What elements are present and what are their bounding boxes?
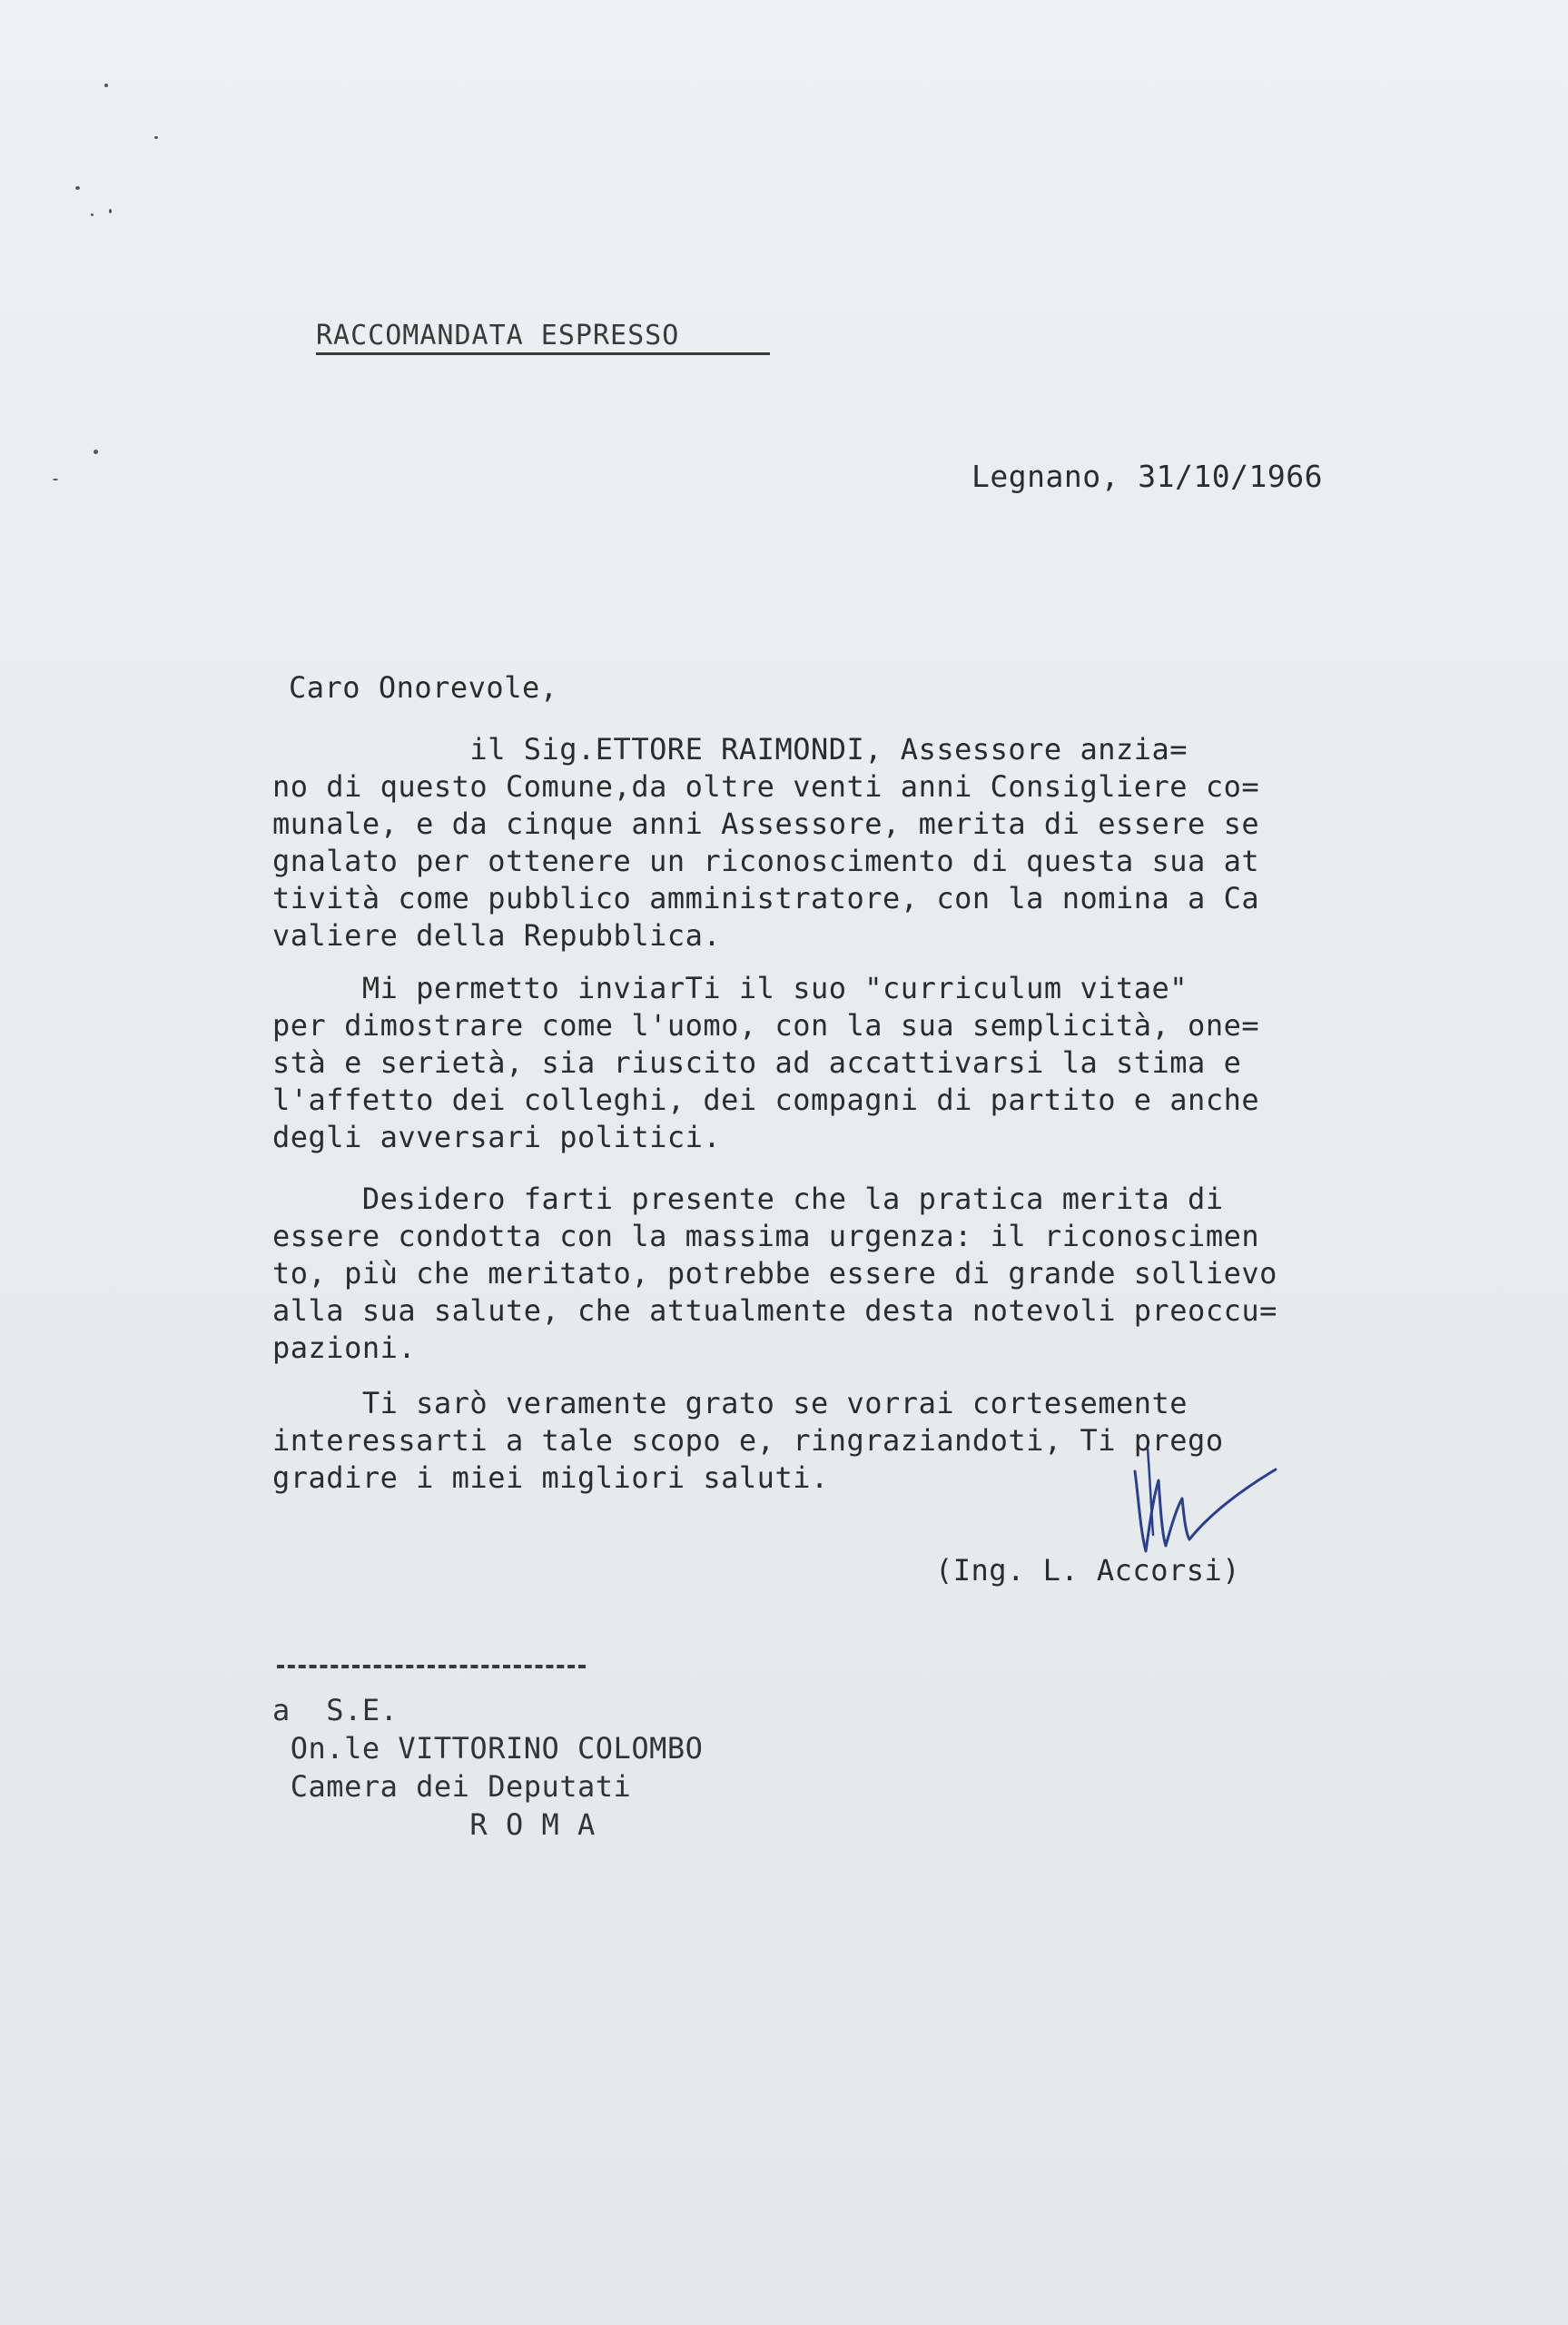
address-line: On.le VITTORINO COLOMBO xyxy=(272,1731,704,1766)
letter-salutation: Caro Onorevole, xyxy=(289,670,558,705)
text-line: per dimostrare come l'uomo, con la sua semplicità, one= xyxy=(272,1008,1260,1043)
paragraph-1 xyxy=(272,731,1380,955)
text-line: Mi permetto inviarTi il suo "curriculum vitae" xyxy=(272,971,1188,1005)
text-line: l'affetto dei colleghi, dei compagni di partito e anche xyxy=(272,1083,1260,1117)
paper-speck xyxy=(75,186,80,190)
text-line: no di questo Comune,da oltre venti anni Consigliere co= xyxy=(272,769,1260,804)
dashed-divider xyxy=(277,1665,586,1668)
text-line: gnalato per ottenere un riconoscimento di questa sua at xyxy=(272,844,1260,878)
signer-name: (Ing. L. Accorsi) xyxy=(935,1553,1241,1588)
paper-speck xyxy=(91,213,94,216)
text-line: il Sig.ETTORE RAIMONDI, Assessore anzia= xyxy=(272,732,1188,767)
header-underline xyxy=(316,352,770,355)
text-line: stà e serietà, sia riuscito ad accattivarsi la stima e xyxy=(272,1045,1242,1080)
letter-date: Legnano, 31/10/1966 xyxy=(971,459,1323,494)
text-line: munale, e da cinque anni Assessore, merita di essere se xyxy=(272,806,1260,841)
text-line: Desidero farti presente che la pratica merita di xyxy=(272,1182,1224,1216)
paper-speck xyxy=(154,136,158,139)
paragraph-2 xyxy=(272,970,1380,1156)
text-line: to, più che meritato, potrebbe essere di grande sollievo xyxy=(272,1256,1277,1291)
paragraph-3 xyxy=(272,1181,1380,1367)
address-city: R O M A xyxy=(272,1807,596,1842)
text-line: pazioni. xyxy=(272,1331,417,1365)
recipient-address xyxy=(272,1691,703,1844)
handwritten-signature xyxy=(1126,1444,1280,1562)
address-line: Camera dei Deputati xyxy=(272,1769,632,1804)
paper-speck xyxy=(53,479,58,480)
text-line: valiere della Repubblica. xyxy=(272,918,722,953)
text-line: tività come pubblico amministratore, con la nomina a Ca xyxy=(272,881,1260,915)
text-line: Ti sarò veramente grato se vorrai cortesemente xyxy=(272,1386,1188,1420)
paper-speck xyxy=(94,450,98,454)
paper-speck xyxy=(109,209,112,213)
text-line: gradire i miei migliori saluti. xyxy=(272,1460,829,1495)
text-line: interessarti a tale scopo e, ringraziandoti, Ti prego xyxy=(272,1423,1224,1458)
text-line: degli avversari politici. xyxy=(272,1120,722,1154)
address-line: a S.E. xyxy=(272,1693,399,1727)
text-line: essere condotta con la massima urgenza: il riconoscimen xyxy=(272,1219,1260,1253)
text-line: alla sua salute, che attualmente desta notevoli preoccu= xyxy=(272,1293,1277,1328)
paper-speck xyxy=(104,84,108,87)
letter-header: RACCOMANDATA ESPRESSO xyxy=(316,320,680,351)
